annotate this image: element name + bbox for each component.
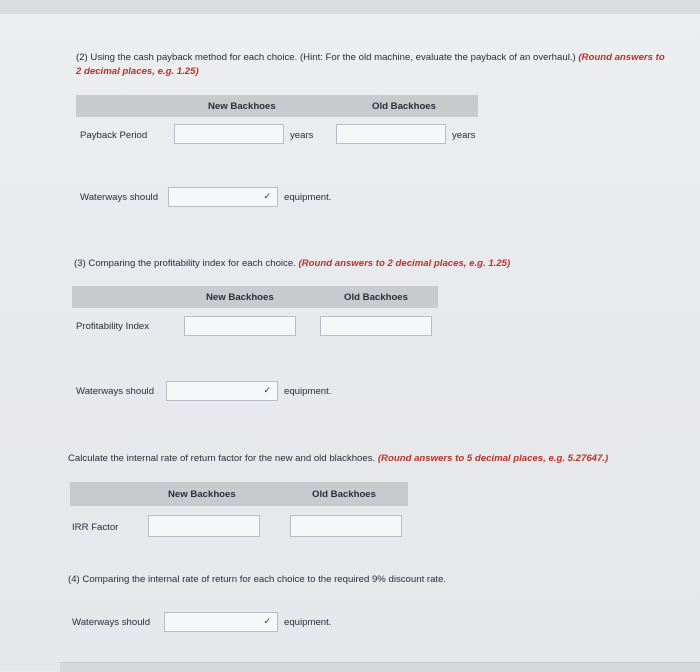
q3-pi-old-input[interactable] — [320, 316, 432, 336]
top-border — [0, 0, 700, 14]
q2-col-old: Old Backhoes — [372, 101, 436, 112]
q4-intro: (4) Comparing the internal rate of return for each choice to the required 9% discount rate. — [68, 574, 447, 585]
q2-should-label: Waterways should — [80, 192, 159, 203]
chevron-down-icon: ✓ — [263, 385, 271, 395]
irr-col-old: Old Backhoes — [312, 489, 376, 500]
q4-should-label: Waterways should — [72, 617, 151, 628]
chevron-down-icon: ✓ — [263, 616, 271, 626]
q2-decision-select[interactable] — [168, 187, 278, 207]
q2-unit-old: years — [452, 130, 476, 141]
q3-intro-text: (3) Comparing the profitability index for each choice. — [74, 258, 296, 269]
q3-pi-new-input[interactable] — [184, 316, 296, 336]
q3-col-new: New Backhoes — [206, 292, 274, 303]
irr-intro-text: Calculate the internal rate of return factor for the new and old blackhoes. — [68, 453, 376, 464]
q2-payback-new-input[interactable] — [174, 124, 284, 144]
irr-new-input[interactable] — [148, 515, 260, 537]
q2-col-new: New Backhoes — [208, 101, 276, 112]
irr-row-label: IRR Factor — [72, 522, 119, 533]
q2-row-label: Payback Period — [80, 130, 148, 141]
q2-intro — [76, 52, 665, 64]
q3-decision-select[interactable] — [166, 381, 278, 401]
irr-intro — [68, 453, 608, 465]
q3-should-label: Waterways should — [76, 386, 155, 397]
q2-should-unit: equipment. — [284, 192, 332, 203]
q3-row-label: Profitability Index — [76, 321, 150, 332]
irr-old-input[interactable] — [290, 515, 402, 537]
q3-intro — [74, 258, 510, 270]
q2-unit-new: years — [290, 130, 314, 141]
q3-col-old: Old Backhoes — [344, 292, 408, 303]
q4-should-unit: equipment. — [284, 617, 332, 628]
q2-round-note-a: (Round answers to — [578, 52, 665, 63]
q2-round-note-b: 2 decimal places, e.g. 1.25) — [76, 66, 199, 77]
q3-round-note: (Round answers to 2 decimal places, e.g. 1.25) — [298, 258, 511, 269]
irr-round-note: (Round answers to 5 decimal places, e.g. 5.27647.) — [377, 453, 609, 464]
q4-decision-select[interactable] — [164, 612, 278, 632]
chevron-down-icon: ✓ — [263, 191, 271, 201]
q3-should-unit: equipment. — [284, 386, 332, 397]
q2-payback-old-input[interactable] — [336, 124, 446, 144]
q2-intro-text: (2) Using the cash payback method for each choice. (Hint: For the old machine, evaluate the payback of an overhaul.) — [76, 52, 576, 63]
irr-col-new: New Backhoes — [168, 489, 236, 500]
